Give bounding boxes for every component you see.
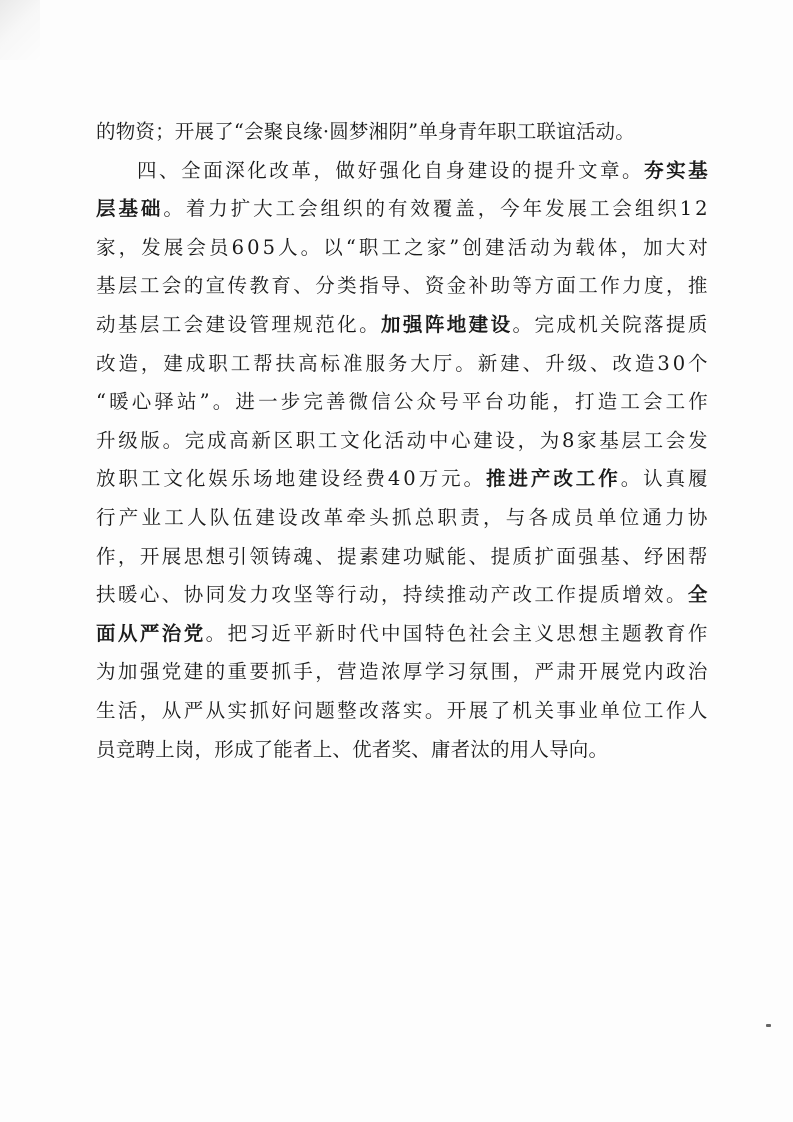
text-line: 四 、 全 面 深 化 改 革 ， 做 好 强 化 自 身 建 设 的 提 升 文 章 。 夯 实 基: [137, 158, 708, 182]
scan-speck: [766, 1024, 771, 1027]
text-line: 作 ， 开 展 思 想 引 领 铸 魂 、 提 素 建 功 赋 能 、 提 质 扩 面 强 基 、 纾 困 帮: [96, 544, 708, 568]
text-line: 动 基 层 工 会 建 设 管 理 规 范 化 。 加 强 阵 地 建 设 。 完 成 机 关 院 落 提 质: [96, 312, 708, 336]
body-text-segment: 的物资；开展了“会聚良缘·圆梦湘阴”单身青年职工联谊活动。: [96, 120, 635, 143]
text-line: 基 层 工 会 的 宣 传 教 育 、 分 类 指 导 、 资 金 补 助 等 方 面 工 作 力 度 ， 推: [96, 274, 708, 298]
scan-shadow: [0, 0, 40, 60]
body-text-segment: 员竞聘上岗，形成了能者上、优者奖、庸者汰的用人导向。: [96, 737, 609, 761]
text-line: 扶 暖 心 、 协 同 发 力 攻 坚 等 行 动 ， 持 续 推 动 产 改 工 作 提 质 增 效 。 全: [96, 583, 708, 607]
text-line: 行 产 业 工 人 队 伍 建 设 改 革 牵 头 抓 总 职 责 ， 与 各 成 员 单 位 通 力 协: [96, 505, 708, 529]
text-line: 面 从 严 治 党 。 把 习 近 平 新 时 代 中 国 特 色 社 会 主 义 思 想 主 题 教 育 作: [96, 621, 708, 645]
text-line: 层 基 础 。 着 力 扩 大 工 会 组 织 的 有 效 覆 盖 ， 今 年 发 展 工 会 组 织 1 2: [96, 197, 708, 221]
text-line: 家 ， 发 展 会 员 6 0 5 人 。 以 “ 职 工 之 家 ” 创 建 活 动 为 载 体 ， 加 大 对: [96, 235, 708, 259]
text-line: 改 造 ， 建 成 职 工 帮 扶 高 标 准 服 务 大 厅 。 新 建 、 升 级 、 改 造 3 0 个: [96, 351, 708, 375]
text-line: [96, 113, 708, 152]
text-line: 生 活 ， 从 严 从 实 抓 好 问 题 整 改 落 实 。 开 展 了 机 关 事 业 单 位 工 作 人: [96, 698, 708, 722]
text-line: 为 加 强 党 建 的 重 要 抓 手 ， 营 造 浓 厚 学 习 氛 围 ， 严 肃 开 展 党 内 政 治: [96, 660, 708, 684]
text-line: 放 职 工 文 化 娱 乐 场 地 建 设 经 费 4 0 万 元 。 推 进 产 改 工 作 。 认 真 履: [96, 467, 708, 491]
text-line: [96, 731, 708, 770]
text-line: “ 暖 心 驿 站 ” 。 进 一 步 完 善 微 信 公 众 号 平 台 功 能 ， 打 造 工 会 工 作: [96, 390, 708, 414]
text-line: 升 级 版 。 完 成 高 新 区 职 工 文 化 活 动 中 心 建 设 ， 为 8 家 基 层 工 会 发: [96, 428, 708, 452]
body-text: [96, 113, 708, 769]
